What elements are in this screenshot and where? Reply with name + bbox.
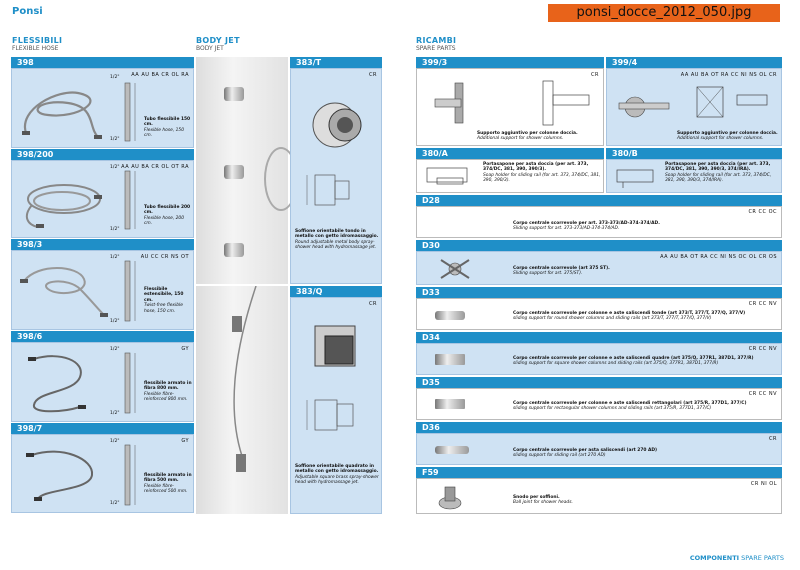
section-title: RICAMBI — [416, 36, 457, 45]
dimension-top: 1/2" — [110, 165, 120, 170]
finish-codes: CR NI OL — [750, 481, 777, 487]
desc-italian: Corpo centrale scorrevole per colonne e aste saliscendi rettangolari (art 375/R, 377D1, 377/C) — [513, 401, 747, 406]
hose-dimension-drawing — [117, 169, 139, 231]
spare-panel — [416, 298, 782, 330]
spare-drawing — [423, 164, 479, 190]
finish-codes: CR CC NV — [748, 301, 777, 307]
dimension-bottom: 1/2" — [110, 319, 120, 324]
desc-english: sliding support for round shower columns and sliding rails (art 373/T, 377/T, 377/Q, 377/V) — [513, 316, 712, 322]
spare-image — [613, 81, 673, 129]
desc-italian: Soffione orientabile quadrato in metallo con getto idromassaggio. — [295, 464, 379, 475]
product-code-383-t: 383/T — [290, 57, 382, 68]
bodyjet-round-drawing — [301, 165, 371, 221]
bodyjet-square-drawing — [301, 390, 371, 446]
product-code-d30: D30 — [416, 240, 782, 251]
desc-english: Flexible fibre-reinforced 500 mm. — [144, 483, 188, 495]
section-ricambi-header — [416, 36, 456, 52]
brand-logo: Ponsi — [12, 6, 43, 17]
product-code-d36: D36 — [416, 422, 782, 433]
product-description — [513, 356, 777, 367]
desc-english: Soap holder for sliding rail (for art. 373, 374/DC, 381, 390, 390/3, 374/IRA). — [665, 172, 772, 184]
product-code-d34: D34 — [416, 332, 782, 343]
finish-codes: GY — [181, 438, 189, 444]
product-description — [144, 473, 192, 495]
footer-label-it: COMPONENTI — [689, 554, 740, 562]
spare-drawing — [693, 81, 773, 129]
bodyjet-shower-photo — [196, 286, 288, 514]
desc-english: Ball joint for shower heads. — [513, 500, 573, 506]
product-code-399-4: 399/4 — [606, 57, 782, 68]
desc-english: Round adjustable metal body spray-shower head with hydromassage jet. — [295, 239, 377, 251]
desc-english: Sliding support for art. 375/ST). — [513, 271, 583, 277]
hose-dimension-drawing — [117, 351, 139, 415]
hose-image — [20, 351, 106, 415]
desc-italian: Corpo centrale scorrevole per colonne e aste saliscendi quadre (art 375/Q, 377R1, 387D1, 377/R) — [513, 356, 754, 361]
finish-codes: CR — [591, 72, 599, 78]
bodyjet-square-image — [301, 316, 371, 386]
finish-codes: AA AU BA CR OL OT RA — [121, 164, 189, 170]
hose-image — [18, 259, 108, 323]
product-code-d33: D33 — [416, 287, 782, 298]
desc-english: Additional support for shower columns. — [677, 136, 764, 142]
spare-panel — [416, 251, 782, 285]
product-description — [677, 131, 781, 142]
filename-label: ponsi_docce_2012_050.jpg — [548, 4, 780, 22]
spare-panel — [416, 159, 604, 193]
product-description — [144, 381, 192, 403]
product-code-383-q: 383/Q — [290, 286, 382, 297]
product-description — [513, 221, 773, 232]
desc-italian: Portasapone per asta doccia (per art. 373, 374/DC, 381, 390, 390/3). — [483, 162, 589, 173]
product-description — [513, 266, 773, 277]
hose-image — [18, 79, 106, 143]
desc-italian: Portasapone per asta doccia (per art. 373, 374/DC, 381, 390, 390/3, 374/IRA). — [665, 162, 771, 173]
product-code-380-b: 380/B — [606, 148, 782, 159]
desc-italian: Tubo flessibile 150 cm. — [144, 117, 191, 128]
desc-italian: Corpo centrale scorrevole per colonne e aste saliscendi tonde (art 373/T, 377/T, 377/Q, 377/V) — [513, 311, 746, 316]
finish-codes: CR — [369, 301, 377, 307]
finish-codes: AA AU BA OT RA CC NI NS OL CR — [680, 72, 777, 78]
spare-panel — [416, 68, 604, 146]
dimension-top: 1/2" — [110, 347, 120, 352]
product-code-398-200: 398/200 — [11, 149, 194, 160]
dimension-bottom: 1/2" — [110, 227, 120, 232]
desc-italian: Supporto aggiuntivo per colonne doccia. — [477, 131, 578, 136]
spare-panel — [606, 159, 782, 193]
product-code-398-6: 398/6 — [11, 331, 194, 342]
finish-codes: CR CC NV — [748, 391, 777, 397]
section-flessibili-header — [12, 36, 62, 52]
dimension-bottom: 1/2" — [110, 411, 120, 416]
hose-panel — [11, 68, 194, 148]
desc-english: Flexible hose, 200 cm. — [144, 215, 184, 227]
hose-dimension-drawing — [117, 81, 139, 143]
finish-codes: CR CC OC — [748, 209, 777, 215]
finish-codes: CR — [769, 436, 777, 442]
page-footer — [690, 554, 784, 562]
desc-italian: Flessibile estensibile, 150 cm. — [144, 287, 184, 303]
finish-codes: AU CC CR NS OT — [140, 254, 189, 260]
spare-image — [425, 79, 485, 129]
desc-italian: Supporto aggiuntivo per colonne doccia. — [677, 131, 778, 136]
finish-codes: AA AU BA CR OL RA — [131, 72, 189, 78]
product-code-d28: D28 — [416, 195, 782, 206]
desc-english: Additional support for shower columns. — [477, 136, 564, 142]
spare-panel — [416, 343, 782, 375]
footer-label-en: SPARE PARTS — [741, 554, 784, 562]
desc-english: Twist-free flexible hose, 150 cm. — [144, 303, 183, 314]
finish-codes: CR — [369, 72, 377, 78]
desc-italian: flessibile armato in fibra 500 mm. — [144, 473, 192, 484]
bodyjet-panel — [290, 68, 382, 284]
desc-english: Sliding support for art. 373-373/AD-374-374/AD. — [513, 226, 620, 232]
spare-panel — [416, 388, 782, 420]
desc-english: Adjustable square brass spray-shower head with hydromassage jet. — [295, 474, 379, 486]
product-description — [513, 448, 777, 459]
spare-panel — [416, 206, 782, 238]
desc-english: sliding support for sliding rail (art 270 AD) — [513, 453, 606, 459]
finish-codes: GY — [181, 346, 189, 352]
finish-codes: CR CC NV — [748, 346, 777, 352]
hose-column — [11, 57, 194, 513]
spare-image — [435, 256, 475, 282]
bodyjet-round-image — [301, 89, 371, 159]
product-description — [513, 311, 777, 322]
desc-english: sliding support for square shower columns and sliding rails (art 375/Q, 377R1, 387D1, 377/R) — [513, 361, 719, 367]
hose-image — [22, 445, 106, 507]
hose-panel — [11, 160, 194, 238]
hose-panel — [11, 434, 194, 513]
section-subtitle: SPARE PARTS — [416, 45, 456, 52]
desc-english: Flexible hose, 150 cm. — [144, 127, 184, 139]
spare-panel — [416, 478, 782, 514]
finish-codes: AA AU BA OT RA CC NI NS OC OL CR OS — [660, 254, 777, 260]
hose-panel — [11, 342, 194, 422]
desc-english: sliding support for rectangular shower columns and sliding rails (art 375/R, 377D1, 377/C) — [513, 406, 712, 412]
product-code-f59: F59 — [416, 467, 782, 478]
product-description — [477, 131, 601, 142]
section-title: BODY JET — [196, 36, 240, 45]
desc-italian: Corpo centrale scorrevole per asta saliscendi (art 270 AD) — [513, 448, 658, 453]
spare-drawing — [513, 75, 601, 129]
spare-drawing — [613, 164, 663, 190]
desc-english: Soap holder for sliding rail (for art. 373, 374/DC, 381, 390, 390/3). — [483, 172, 601, 184]
desc-italian: flessibile armato in fibra 800 mm. — [144, 381, 192, 392]
hose-dimension-drawing — [117, 259, 139, 323]
product-description — [144, 287, 192, 314]
bodyjet-panel — [290, 297, 382, 514]
product-description — [295, 464, 379, 486]
hose-panel — [11, 250, 194, 330]
product-code-398-3: 398/3 — [11, 239, 194, 250]
product-code-399-3: 399/3 — [416, 57, 604, 68]
section-title: FLESSIBILI — [12, 36, 63, 45]
dimension-bottom: 1/2" — [110, 501, 120, 506]
dimension-top: 1/2" — [110, 439, 120, 444]
desc-italian: Tubo flessibile 200 cm. — [144, 205, 191, 216]
product-code-398: 398 — [11, 57, 194, 68]
product-description — [144, 117, 192, 139]
desc-italian: Soffione orientabile tondo in metallo con getto idromassaggio. — [295, 229, 379, 240]
product-description — [483, 162, 601, 184]
desc-italian: Corpo centrale scorrevole per art. 373-373/AD-374-374/AD. — [513, 221, 660, 226]
product-description — [665, 162, 781, 184]
desc-italian: Corpo centrale scorrevole (art 375 ST). — [513, 266, 610, 271]
dimension-top: 1/2" — [110, 75, 120, 80]
product-description — [144, 205, 192, 227]
spare-panel — [606, 68, 782, 146]
desc-italian: Snodo per soffioni. — [513, 495, 560, 500]
product-description — [513, 401, 777, 412]
spare-panel — [416, 433, 782, 465]
spare-image — [435, 483, 465, 511]
dimension-top: 1/2" — [110, 255, 120, 260]
section-subtitle: FLEXIBLE HOSE — [12, 45, 59, 52]
bodyjet-wall-photo — [196, 57, 288, 284]
hose-image — [18, 169, 106, 233]
product-description — [513, 495, 777, 506]
section-bodyjet-header — [196, 36, 240, 52]
product-description — [295, 229, 379, 251]
product-code-d35: D35 — [416, 377, 782, 388]
product-code-398-7: 398/7 — [11, 423, 194, 434]
hose-dimension-drawing — [117, 443, 139, 507]
dimension-bottom: 1/2" — [110, 137, 120, 142]
section-subtitle: BODY JET — [196, 45, 224, 52]
product-code-380-a: 380/A — [416, 148, 604, 159]
desc-english: Flexible fibre-reinforced 800 mm. — [144, 391, 188, 403]
